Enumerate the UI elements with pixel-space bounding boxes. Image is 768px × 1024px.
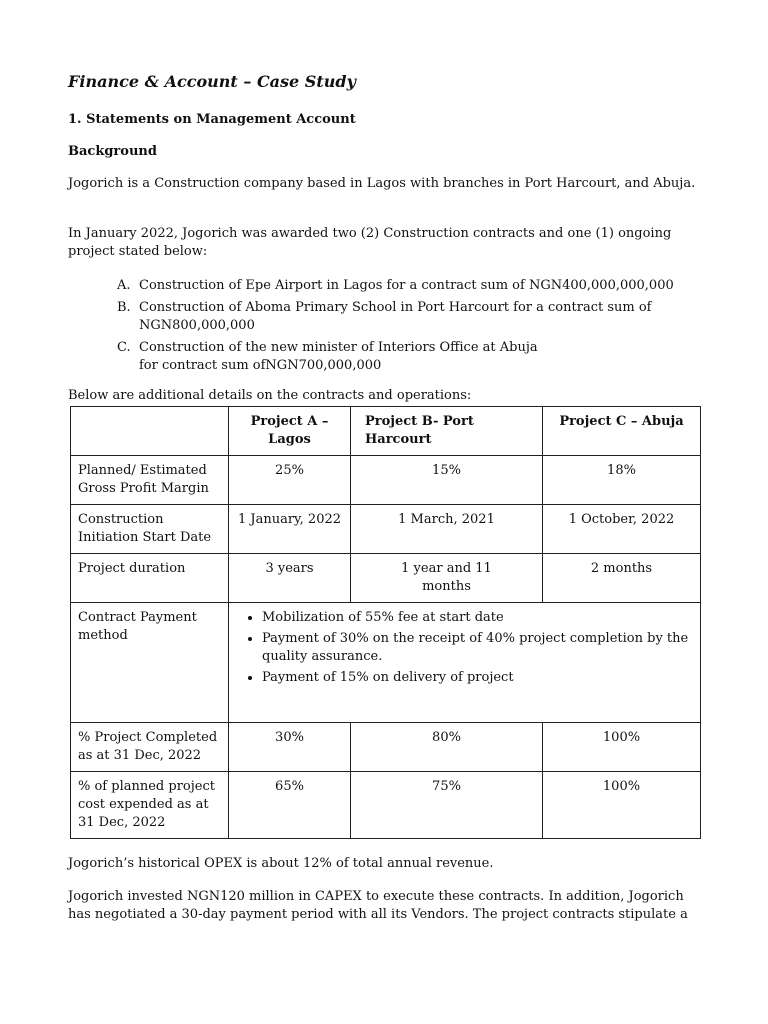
list-item	[117, 339, 707, 375]
contracts-paragraph: In January 2022, Jogorich was awarded two (2) Construction contracts and one (1) ongoing project stated below:	[68, 226, 672, 259]
list-item: • Mobilization of 55% fee at start date	[262, 609, 693, 627]
row-label: Planned/ Estimated Gross Profit Margin	[71, 456, 229, 505]
table-cell: 80%	[351, 723, 543, 772]
row-label: Construction Initiation Start Date	[71, 505, 229, 554]
table-row	[71, 554, 701, 603]
list-item: • Payment of 15% on delivery of project	[262, 669, 693, 687]
header-cell: Project C – Abuja	[543, 407, 701, 456]
table-header-row	[71, 407, 701, 456]
list-item	[117, 299, 707, 335]
list-marker: A.	[117, 278, 131, 293]
table-cell: 30%	[229, 723, 351, 772]
table-cell: 65%	[229, 772, 351, 839]
document-title: Finance & Account – Case Study	[68, 72, 356, 91]
table-row	[71, 505, 701, 554]
list-text: Construction of Aboma Primary School in Port Harcourt for a contract sum of NGN800,000,000	[139, 300, 652, 333]
table-cell: 100%	[543, 772, 701, 839]
list-text: Construction of Epe Airport in Lagos for a contract sum of NGN400,000,000,000	[139, 278, 674, 293]
list-item: • Payment of 30% on the receipt of 40% project completion by the quality assurance.	[262, 630, 693, 666]
contract-details-table	[70, 406, 701, 839]
header-cell	[71, 407, 229, 456]
list-item	[117, 277, 707, 295]
header-cell: Project A – Lagos	[229, 407, 351, 456]
background-heading: Background	[68, 144, 157, 159]
row-label: % of planned project cost expended as at 31 Dec, 2022	[71, 772, 229, 839]
table-intro: Below are additional details on the contracts and operations:	[68, 388, 472, 403]
table-cell: 1 October, 2022	[543, 505, 701, 554]
section-heading: 1. Statements on Management Account	[68, 112, 356, 127]
table-cell: 1 January, 2022	[229, 505, 351, 554]
table-row	[71, 772, 701, 839]
table-cell: 25%	[229, 456, 351, 505]
project-list	[117, 277, 707, 379]
row-label: % Project Completed as at 31 Dec, 2022	[71, 723, 229, 772]
table-row	[71, 456, 701, 505]
header-cell: Project B- Port Harcourt	[351, 407, 543, 456]
opex-paragraph: Jogorich’s historical OPEX is about 12% of total annual revenue.	[68, 856, 494, 871]
table-cell: 1 March, 2021	[351, 505, 543, 554]
table-row	[71, 723, 701, 772]
payment-terms-cell	[229, 603, 701, 723]
table-cell: 1 year and 11 months	[351, 554, 543, 603]
company-paragraph: Jogorich is a Construction company based in Lagos with branches in Port Harcourt, and Abuja.	[68, 176, 696, 191]
table-cell: 18%	[543, 456, 701, 505]
table-row	[71, 603, 701, 723]
list-marker: B.	[117, 300, 131, 315]
table-cell: 75%	[351, 772, 543, 839]
table-cell: 15%	[351, 456, 543, 505]
list-marker: C.	[117, 340, 131, 355]
table-cell: 3 years	[229, 554, 351, 603]
capex-paragraph: Jogorich invested NGN120 million in CAPEX to execute these contracts. In addition, Jogorich has negotiated a 30-day payment period with all its Vendors. The project contracts stipulate a	[68, 889, 688, 922]
table-cell: 100%	[543, 723, 701, 772]
payment-terms-list	[236, 609, 693, 687]
table-cell: 2 months	[543, 554, 701, 603]
row-label: Contract Payment method	[71, 603, 229, 723]
list-text: Construction of the new minister of Interiors Office at Abuja for contract sum ofNGN700,000,000	[139, 340, 538, 373]
row-label: Project duration	[71, 554, 229, 603]
